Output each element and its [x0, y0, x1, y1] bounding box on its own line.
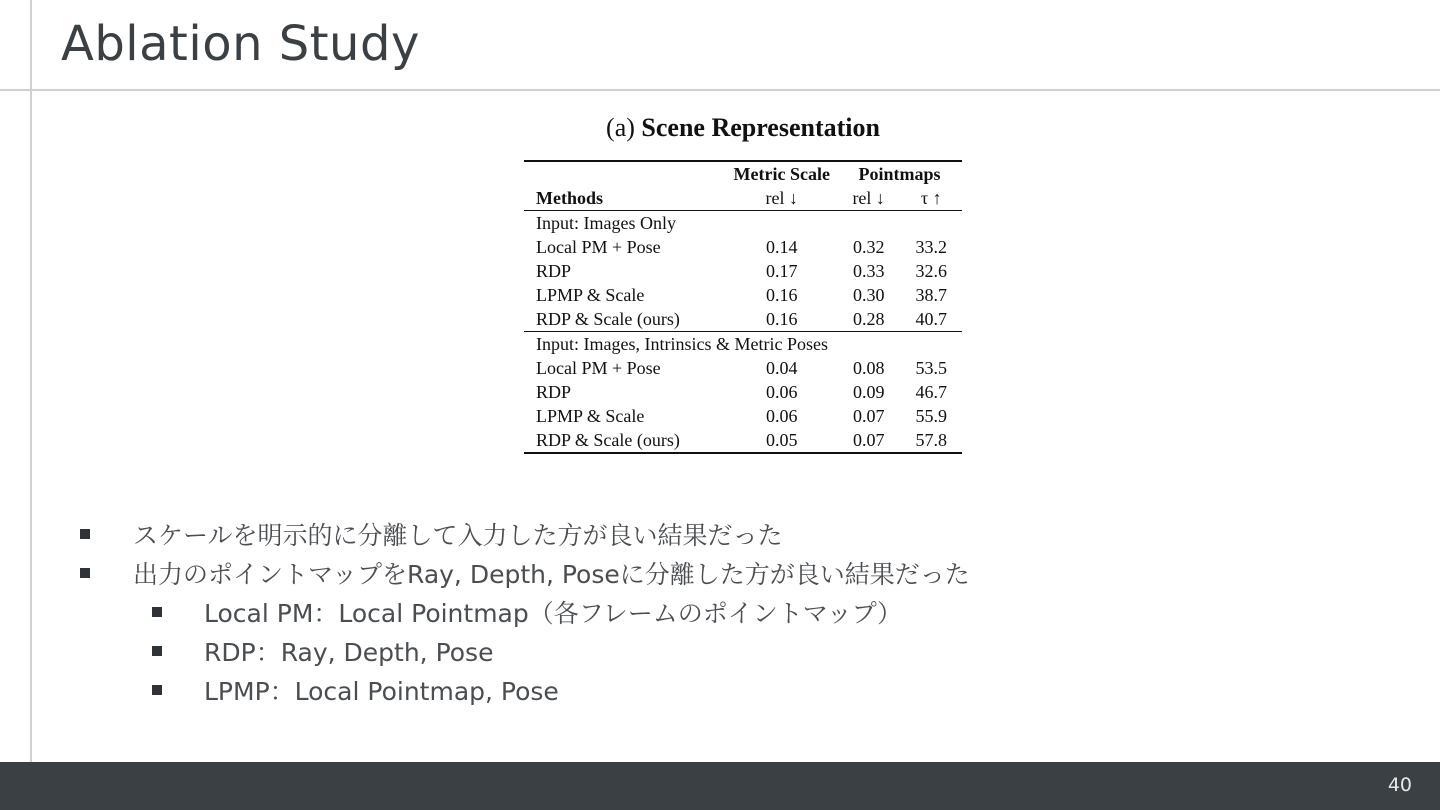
- metric-rel-cell: 0.04: [766, 358, 798, 378]
- metric-rel-cell: 0.05: [727, 428, 837, 453]
- header-pointmaps: Pointmaps: [837, 161, 962, 186]
- method-cell: RDP & Scale (ours): [524, 428, 727, 453]
- metric-rel-cell: 0.14: [766, 237, 798, 257]
- table-row: [524, 428, 962, 453]
- sub-bullet-text: RDP：Ray, Depth, Pose: [204, 638, 494, 667]
- bullet-marker: [80, 529, 90, 539]
- pointmap-rel-cell: 0.08: [852, 358, 885, 378]
- pointmap-rel-cell: 0.33: [852, 261, 885, 281]
- bullet-text: スケールを明示的に分離して入力した方が良い結果だった: [133, 521, 783, 550]
- pointmap-rel-cell: 0.07: [837, 428, 900, 453]
- metric-rel-cell: 0.16: [766, 309, 798, 329]
- metric-rel-cell: 0.06: [766, 382, 798, 402]
- group-label-row: [524, 332, 962, 357]
- table-header-row-1: [524, 161, 962, 186]
- method-cell: RDP: [536, 382, 572, 402]
- metric-rel-cell: 0.06: [766, 406, 798, 426]
- page-number: 40: [1387, 774, 1412, 796]
- tau-cell: 33.2: [915, 237, 947, 257]
- group-label: Input: Images Only: [536, 213, 676, 233]
- sub-bullet-text: Local PM：Local Pointmap（各フレームのポイントマップ）: [204, 599, 902, 628]
- method-cell: LPMP & Scale: [536, 406, 645, 426]
- tau-cell: 38.7: [915, 285, 947, 305]
- sub-bullet-marker: [152, 646, 162, 656]
- sub-bullet-text: LPMP：Local Pointmap, Pose: [204, 677, 559, 706]
- method-cell: Local PM + Pose: [536, 237, 661, 257]
- left-divider-line: [30, 0, 32, 762]
- sub-bullet-marker: [152, 685, 162, 695]
- table-row: [524, 259, 962, 283]
- header-tau: τ ↑: [900, 186, 962, 211]
- metric-rel-cell: 0.17: [766, 261, 798, 281]
- method-cell: LPMP & Scale: [536, 285, 645, 305]
- method-cell: Local PM + Pose: [536, 358, 661, 378]
- group-label-row: [524, 211, 962, 236]
- results-table: [524, 160, 962, 454]
- header-methods: Methods: [524, 186, 727, 211]
- caption-title: Scene Representation: [641, 113, 880, 142]
- pointmap-rel-cell: 0.09: [852, 382, 885, 402]
- pointmap-rel-cell: 0.07: [852, 406, 885, 426]
- group-label: Input: Images, Intrinsics & Metric Poses: [524, 332, 962, 357]
- pointmap-rel-cell: 0.32: [852, 237, 885, 257]
- caption-prefix: (a): [606, 113, 635, 142]
- table-row: [524, 283, 962, 307]
- table-row: [524, 404, 962, 428]
- slide-title: Ablation Study: [61, 16, 420, 72]
- sub-bullet-marker: [152, 607, 162, 617]
- tau-cell: 57.8: [900, 428, 962, 453]
- table-row: [524, 380, 962, 404]
- metric-rel-cell: 0.16: [766, 285, 798, 305]
- header-pointmap-rel: rel ↓: [837, 186, 900, 211]
- title-divider-line: [0, 89, 1440, 91]
- pointmap-rel-cell: 0.28: [852, 309, 885, 329]
- table-caption: [524, 110, 962, 146]
- table-row: [524, 307, 962, 332]
- header-metric-rel: rel ↓: [727, 186, 837, 211]
- method-cell: RDP & Scale (ours): [536, 309, 680, 329]
- tau-cell: 40.7: [915, 309, 947, 329]
- header-metric-scale: Metric Scale: [727, 161, 837, 186]
- table-row: [524, 356, 962, 380]
- tau-cell: 46.7: [915, 382, 947, 402]
- method-cell: RDP: [536, 261, 572, 281]
- tau-cell: 53.5: [915, 358, 947, 378]
- table-row: [524, 235, 962, 259]
- bullet-text: 出力のポイントマップをRay, Depth, Poseに分離した方が良い結果だった: [133, 560, 970, 589]
- bullet-marker: [80, 568, 90, 578]
- table-header-row-2: [524, 186, 962, 211]
- footer-bar: [0, 762, 1440, 810]
- tau-cell: 55.9: [915, 406, 947, 426]
- ablation-table-figure: [524, 110, 962, 454]
- pointmap-rel-cell: 0.30: [852, 285, 885, 305]
- tau-cell: 32.6: [915, 261, 947, 281]
